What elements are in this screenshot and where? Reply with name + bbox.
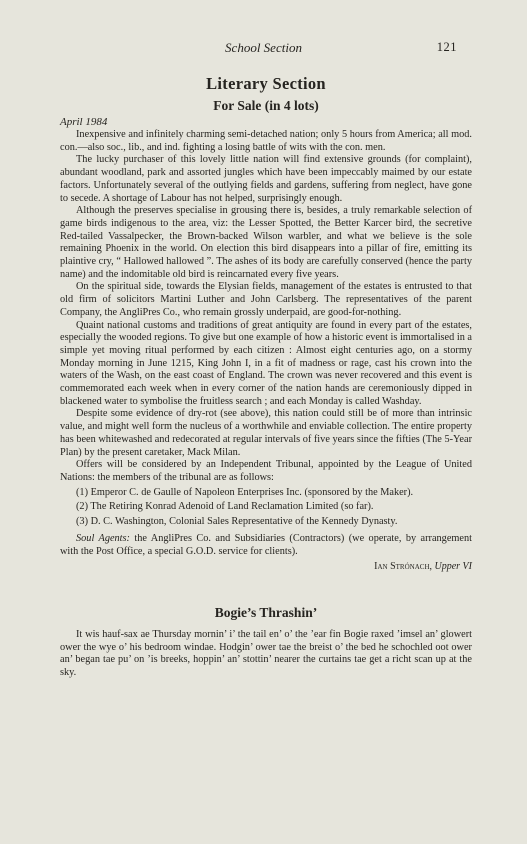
tribunal-member: (3) D. C. Washington, Colonial Sales Representative of the Kennedy Dynasty. xyxy=(76,516,398,528)
running-head xyxy=(0,40,527,58)
paragraph: Although the preserves specialise in grousing there is, besides, a truly remarkable selection of game birds indigenous to the area, viz: the Lesser Spotted, the Better Karcer bird, the secretive Red-tailed Vassalpecker, the Brown-backed Wilson warbler, and what we believe is the sole remaining Phoenix in the world. On election this bird disappears into a pillar of fire, emitting its plaintive cry, “ Hallowed hallowed ”. The ashes of its body are carefully conserved (hence the party name) and the indomitable old bird is reincarnated every five years. xyxy=(60,205,472,280)
paragraph: The lucky purchaser of this lovely little nation will find extensive grounds (for complaint), abundant woodland, park and assorted jungles which have been impeccably maimed by our estate factors. Unfortunately several of the outlying fields and gardens, suffering from neglect, have gone to secede. A shortage of Labour has not helped, surprisingly enough. xyxy=(60,154,472,204)
second-article-paragraph: It wis hauf-sax ae Thursday mornin’ i’ the tail en’ o’ the ’ear fin Bogie raxed ’imsel an’ glowert ower the wye o’ his bedroom windae. Hodgin’ ower tae the breist o’ the bed he schochled oot ower an’ began tae pu’ on ’is breeks, hoppin’ an’ stottin’ nearer the curtains tae get a richt scan up at the sky. xyxy=(60,628,472,679)
paragraph: Inexpensive and infinitely charming semi-detached nation; only 5 hours from America; all mod. con.—also soc., lib., and ind. fighting a losing battle of wits with the con. men. xyxy=(60,129,472,153)
page-number: 121 xyxy=(436,40,457,54)
agents-text: the AngliPres Co. and Subsidiaries (Contractors) (we operate, by arrangement with the Post Office, a special G.O.D. service for clients). xyxy=(60,532,472,557)
author-signature xyxy=(60,561,472,574)
agents-note xyxy=(60,533,472,558)
article-body xyxy=(60,74,472,680)
paragraph: On the spiritual side, towards the Elysian fields, management of the estates is entrusted to that old firm of solicitors Martini Luther and John Carlsberg. The representatives of the parent Company, the AngliPres Co., who remain grossly underpaid, are good-for-nothing. xyxy=(60,281,472,318)
article-title: For Sale (in 4 lots) xyxy=(213,98,319,113)
paragraph: Quaint national customs and traditions of great antiquity are found in every part of the estates, especially the wooded regions. To give but one example of how a historic event is immortalised in a simple yet moving ritual performed by each citizen : Almost eight centuries ago, on a stormy Monday morning in June 1215, King John I, in a fit of madness or rage, cast his crown into the waters of the Wash, on the east coast of England. The crown was never recovered and this event is commemorated each week when in every corner of the nation hands are ceremoniously dipped in blackened water to symbolise the fruitless search ; and each Monday is called Washday. xyxy=(60,319,473,407)
paragraph: Offers will be considered by an Independent Tribunal, appointed by the League of United Nations: the members of the tribunal are as follows: xyxy=(60,459,472,483)
article-date: April 1984 xyxy=(60,116,108,128)
tribunal-member: (2) The Retiring Konrad Adenoid of Land Reclamation Limited (so far). xyxy=(76,501,374,513)
author-form: Upper VI xyxy=(434,561,472,573)
paragraph: Despite some evidence of dry-rot (see above), this nation could still be of more than intrinsic value, and might well form the nucleus of a worthwhile and enviable collection. The entire property has been whitewashed and redecorated at regular intervals of five years since the fifties (The 5-Year Plan) by the present caretaker, Mack Milan. xyxy=(60,408,472,458)
tribunal-member: (1) Emperor C. de Gaulle of Napoleon Enterprises Inc. (sponsored by the Maker). xyxy=(76,486,414,498)
section-title: Literary Section xyxy=(206,74,326,93)
running-head-section: School Section xyxy=(225,40,302,55)
author-name: Ian Strónach, xyxy=(374,561,435,573)
second-article-title: Bogie’s Thrashin’ xyxy=(214,604,318,620)
agents-label: Soul Agents: xyxy=(76,532,130,544)
